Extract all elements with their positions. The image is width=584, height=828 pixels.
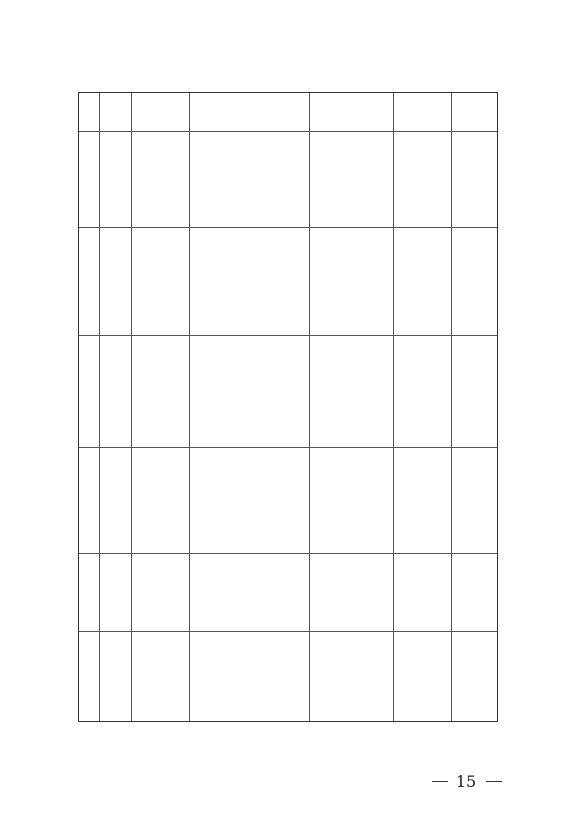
page-number: 15 [455,772,477,791]
page-number-dash-right [486,781,502,782]
document-table [78,92,498,722]
table-content-placeholder [85,99,491,715]
